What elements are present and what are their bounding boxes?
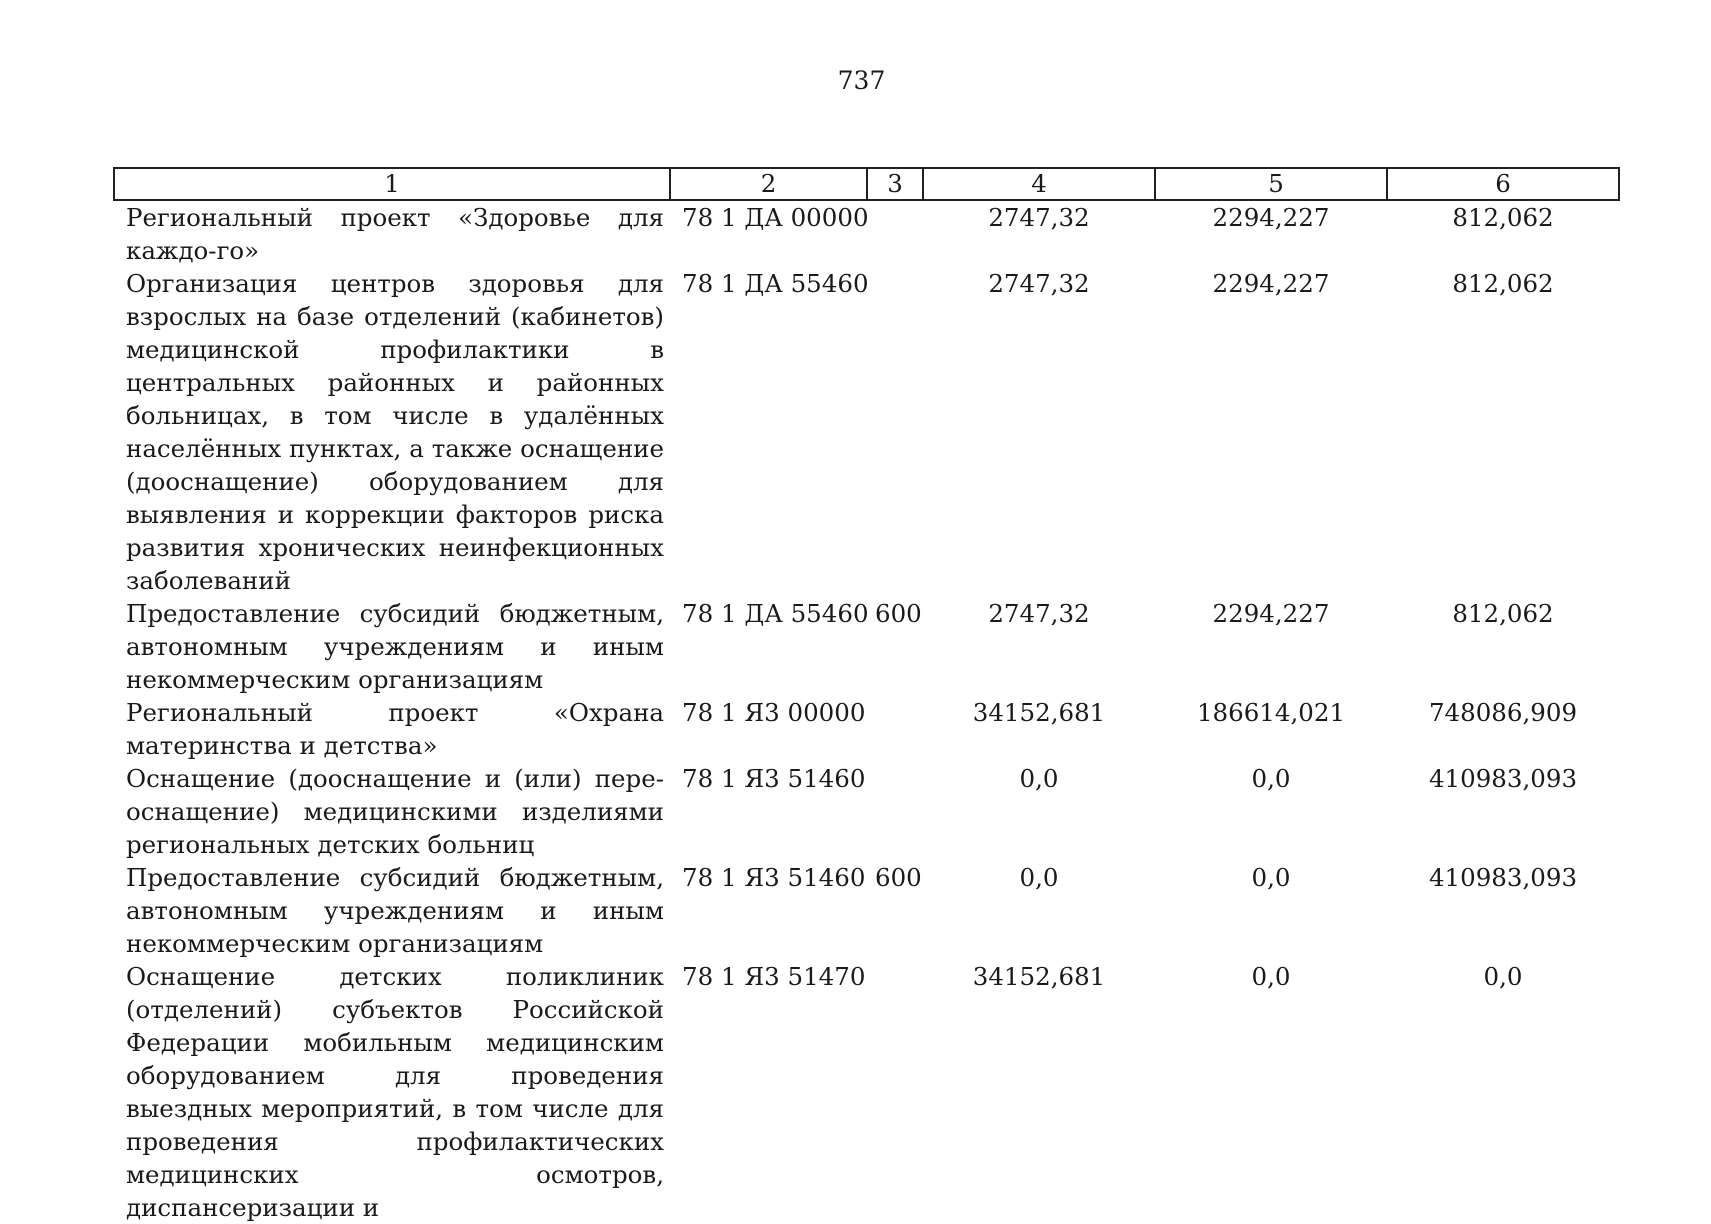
column-header-4: 4 (923, 168, 1155, 200)
table-row (114, 762, 1619, 861)
row-value-4: 2747,32 (988, 599, 1090, 628)
row-name: Оснащение (дооснащение и (или) переоснащение) медицинскими изделиями региональных детских больниц (126, 764, 664, 859)
row-value-4: 34152,681 (972, 698, 1106, 727)
row-value-5: 2294,227 (1212, 203, 1330, 232)
row-code: 78 1 Я3 00000 (682, 698, 866, 727)
row-value-6: 0,0 (1483, 962, 1523, 991)
row-expense-type (867, 960, 923, 1224)
row-code: 78 1 ДА 00000 (682, 203, 869, 232)
row-value-6: 410983,093 (1428, 863, 1578, 892)
column-header-6: 6 (1387, 168, 1619, 200)
row-code: 78 1 Я3 51460 (682, 863, 866, 892)
row-name: Региональный проект «Охрана материнства и детства» (126, 698, 664, 760)
row-value-4: 2747,32 (988, 203, 1090, 232)
table-row (114, 267, 1619, 597)
row-value-4: 2747,32 (988, 269, 1090, 298)
row-name: Предоставление субсидий бюджетным, автономным учреждениям и иным некоммерческим организациям (126, 599, 664, 694)
table-body (114, 200, 1619, 1224)
page-number: 737 (837, 66, 886, 95)
header-row (114, 168, 1619, 200)
row-name: Предоставление субсидий бюджетным, автономным учреждениям и иным некоммерческим организациям (126, 863, 664, 958)
table-row (114, 696, 1619, 762)
row-name: Региональный проект «Здоровье для каждо-го» (126, 203, 664, 265)
row-expense-type (867, 762, 923, 861)
row-value-5: 0,0 (1251, 962, 1291, 991)
row-value-6: 812,062 (1452, 599, 1554, 628)
row-value-6: 748086,909 (1428, 698, 1578, 727)
row-value-6: 812,062 (1452, 269, 1554, 298)
row-name: Оснащение детских поликлиник (отделений) субъектов Российской Федерации мобильным медицинским оборудованием для проведения выездных мероприятий, в том числе для проведения профилактических медицинских осмотров, диспансеризации и (126, 962, 664, 1222)
row-value-6: 410983,093 (1428, 764, 1578, 793)
table-row (114, 960, 1619, 1224)
row-value-4: 34152,681 (972, 962, 1106, 991)
row-expense-type: 600 (875, 863, 922, 892)
budget-table-container (113, 167, 1618, 1224)
row-expense-type (867, 200, 923, 267)
row-code: 78 1 Я3 51460 (682, 764, 866, 793)
column-header-5: 5 (1155, 168, 1387, 200)
table-header (114, 168, 1619, 200)
table-row (114, 861, 1619, 960)
row-value-4: 0,0 (1019, 764, 1059, 793)
column-header-1: 1 (114, 168, 670, 200)
row-value-6: 812,062 (1452, 203, 1554, 232)
row-name: Организация центров здоровья для взрослых на базе отделений (кабинетов) медицинской профилактики в центральных районных и районных больницах, в том числе в удалённых населённых пунктах, а также оснащение (дооснащение) оборудованием для выявления и коррекции факторов риска развития хронических неинфекционных заболеваний (126, 269, 664, 595)
row-expense-type (867, 696, 923, 762)
row-code: 78 1 ДА 55460 (682, 599, 869, 628)
table-row (114, 200, 1619, 267)
row-code: 78 1 ДА 55460 (682, 269, 869, 298)
row-value-5: 0,0 (1251, 764, 1291, 793)
row-value-5: 2294,227 (1212, 269, 1330, 298)
row-expense-type (867, 267, 923, 597)
row-expense-type: 600 (875, 599, 922, 628)
row-value-5: 2294,227 (1212, 599, 1330, 628)
budget-table (113, 167, 1620, 1224)
table-row (114, 597, 1619, 696)
row-value-5: 186614,021 (1196, 698, 1346, 727)
row-value-5: 0,0 (1251, 863, 1291, 892)
column-header-2: 2 (670, 168, 867, 200)
row-code: 78 1 Я3 51470 (682, 962, 866, 991)
row-value-4: 0,0 (1019, 863, 1059, 892)
column-header-3: 3 (867, 168, 923, 200)
